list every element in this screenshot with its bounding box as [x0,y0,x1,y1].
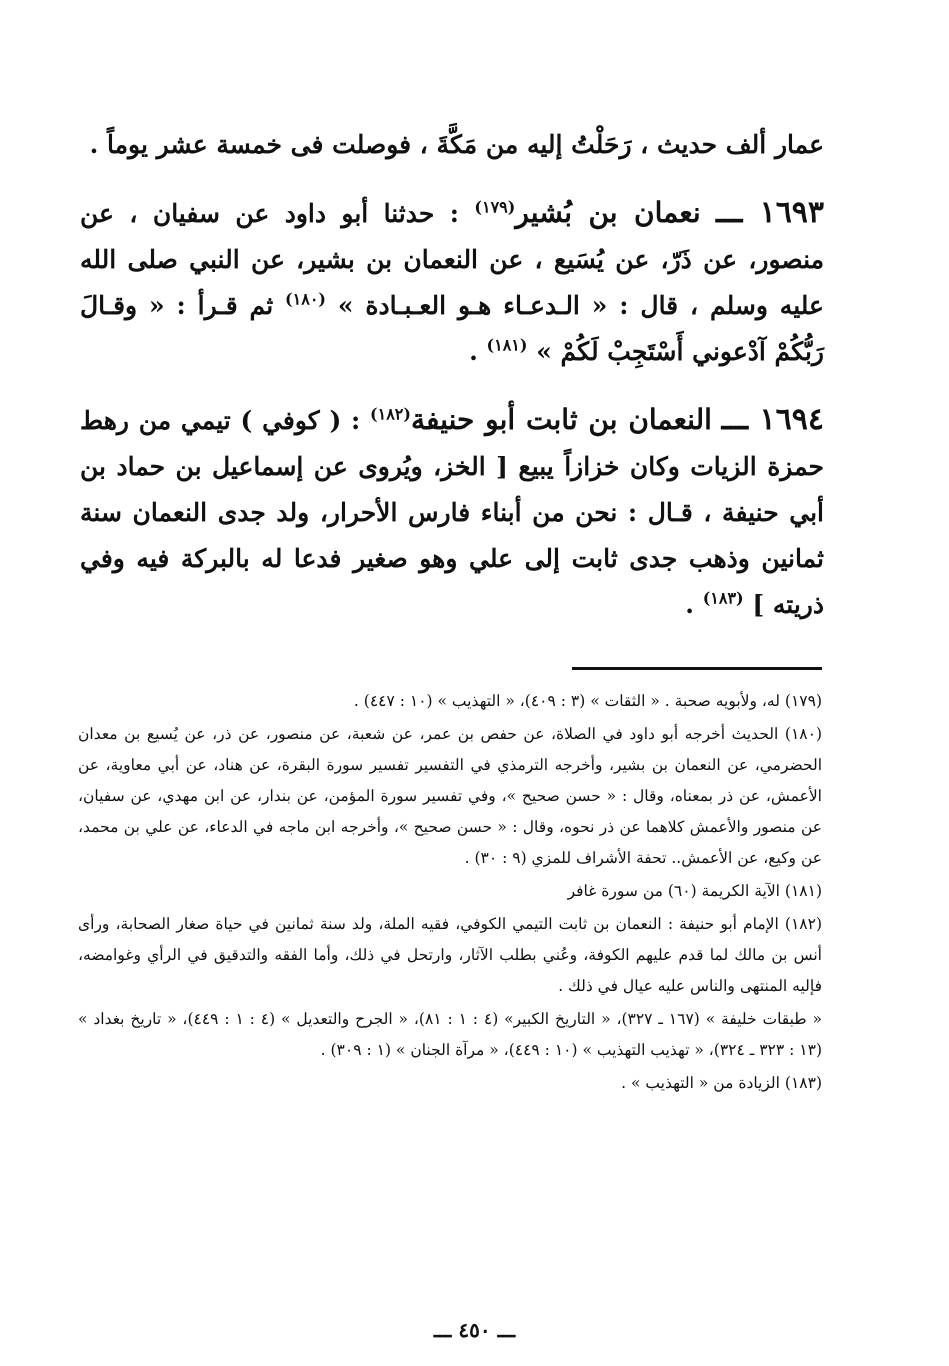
footnotes [78,686,822,1101]
footnote-179: (١٧٩) له، ولأبويه صحبة . « الثقات » (٣ : ٤٠٩)، « التهذيب » (١٠ : ٤٤٧) . [353,692,822,710]
entry-text: : ( كوفي ) تيمي من رهط حمزة الزيات وكان خزازاً يبيع [ الخز، ويُروى عن إسماعيل بن حماد بن أبي حنيفة ، قـال : نحن من أبناء فارس الأحرار، ولد جدى النعمان سنة ثمانين وذهب جدى ثابت إلى علي وهو صغير فدعا له بالبركة فيه وفي ذريته ] [80,406,824,619]
quran-quote: ثم قـرأ : « وقـالَ رَبُّكُمْ آدْعوني أَسْتَجِبْ لَكُمْ » [80,291,824,366]
intro-paragraph: عمار ألف حديث ، رَحَلْتُ إليه من مَكَّةَ ، فوصلت فى خمسة عشر يوماً . [89,130,824,159]
entry-1694 [80,397,824,628]
entry-text-end: . [469,337,478,366]
entry-number: ١٦٩٣ ـــ [716,195,825,230]
footnote-divider [572,667,822,670]
footnote-ref: (١٧٩) [474,197,516,217]
footnote-181: (١٨١) الآية الكريمة (٦٠) من سورة غافر [567,882,822,900]
footnote-182-sources: « طبقات خليفة » (١٦٧ ـ ٣٢٧)، « التاريخ الكبير» (٤ : ١ : ٨١)، « الجرح والتعديل » (٤ : ١ : ٤٤٩)، « تاريخ بغداد » (١٣ : ٣٢٣ ـ ٣٢٤)، « تهذيب التهذيب » (١٠ : ٤٤٩)، « مرآة الجنان » (١ : ٣٠٩) . [78,1010,822,1059]
entry-name: النعمان بن ثابت أبو حنيفة [410,403,712,436]
entry-number: ١٦٩٤ ـــ [721,402,824,437]
footnote-ref: (١٨١) [486,335,528,355]
footnote-180: (١٨٠) الحديث أخرجه أبو داود في الصلاة، عن حفص بن عمر، عن شعبة، عن منصور، عن ذر، عن يُسيع بن معدان الحضرمي، عن النعمان بن بشير، وأخرجه الترمذي في التفسير تفسير سورة البقرة، عن هناد، عن أبي معاوية، عن الأعمش، عن ذر بمعناه، وقال : « حسن صحيح »، وفي تفسير سورة المؤمن، عن بندار، عن ابن مهدي، عن سفيان، عن منصور والأعمش كلاهما عن ذر نحوه، وقال : « حسن صحيح »، وأخرجه ابن ماجه في الدعاء، عن علي بن محمد، عن وكيع، عن الأعمش.. تحفة الأشراف للمزي (٩ : ٣٠) . [78,725,822,867]
footnote-ref: (١٨٣) [702,588,744,608]
footnote-ref: (١٨٢) [370,404,411,424]
entry-1693 [80,190,824,375]
entry-text-end: . [685,590,694,619]
entry-text: : حدثنا أبو داود عن سفيان ، عن منصور، عن ذَرّ، عن يُسَيع ، عن النعمان بن بشير، عن النبي صلى الله عليه وسلم ، قال : « الـدعـاء هـو العـبـادة » [80,199,824,320]
footnote-182: (١٨٢) الإمام أبو حنيفة : النعمان بن ثابت التيمي الكوفي، فقيه الملة، ولد سنة ثمانين في حياة صغار الصحابة، ورأى أنس بن مالك لما قدم عليهم الكوفة، وعُني بطلب الآثار، وارتحل في ذلك، وأما الفقه والتدقيق في الرأي وغوامضه، فإليه المنتهى والناس عليه عيال في ذلك . [78,915,822,995]
footnote-ref: (١٨٠) [285,289,326,309]
main-text [80,122,824,628]
entry-name: نعمان بن بُشير [515,196,701,229]
page-number: ـــ ٤٥٠ ـــ [433,1318,516,1342]
footnote-183: (١٨٣) الزيادة من « التهذيب » . [621,1074,822,1092]
